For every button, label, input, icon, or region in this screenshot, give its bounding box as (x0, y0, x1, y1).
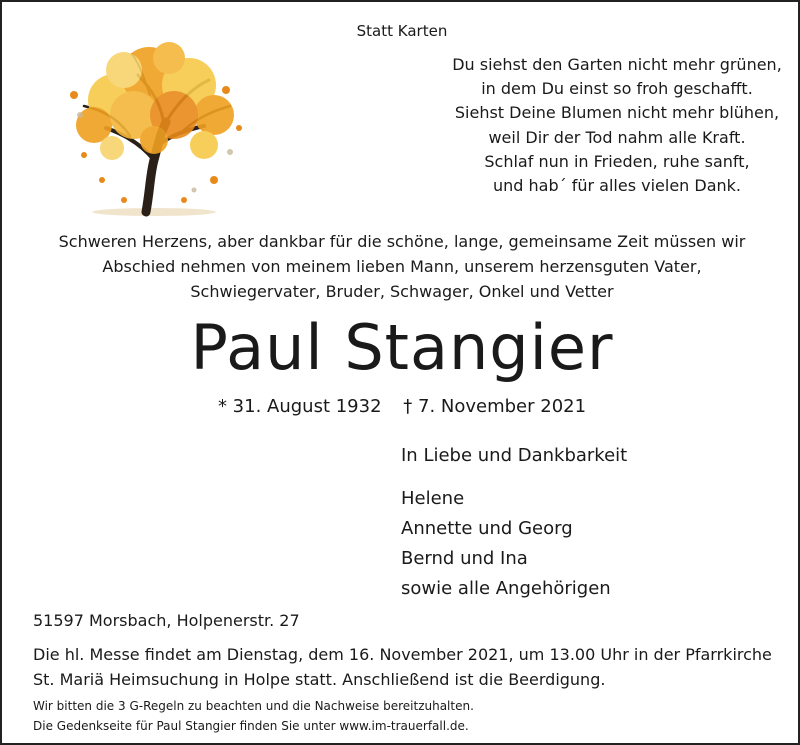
note-line: Wir bitten die 3 G-Regeln zu beachten und die Nachweise bereitzuhalten. (33, 699, 474, 713)
poem-line: und hab´ für alles vielen Dank. (493, 176, 741, 196)
mourner-name: sowie alle Angehörigen (401, 578, 611, 599)
intro-line: Abschied nehmen von meinem lieben Mann, unserem herzensguten Vater, (102, 257, 702, 276)
poem-line: Schlaf nun in Frieden, ruhe sanft, (484, 151, 750, 171)
poem-line: in dem Du einst so froh geschafft. (481, 79, 753, 99)
address: 51597 Morsbach, Holpenerstr. 27 (33, 611, 300, 630)
death-date: † 7. November 2021 (403, 396, 587, 417)
intro-text (2, 229, 800, 304)
mourner-name: Bernd und Ina (401, 548, 528, 569)
autumn-tree-image (54, 40, 246, 218)
poem-line: weil Dir der Tod nahm alle Kraft. (488, 127, 746, 147)
mourners-heading: In Liebe und Dankbarkeit (401, 445, 628, 466)
mourners-list (401, 484, 611, 604)
intro-line: Schweren Herzens, aber dankbar für die schöne, lange, gemeinsame Zeit müssen wir (58, 232, 746, 251)
statt-karten-label: Statt Karten (356, 22, 448, 40)
memorial-poem (442, 53, 792, 198)
service-line: St. Mariä Heimsuchung in Holpe statt. Anschließend ist die Beerdigung. (33, 670, 606, 689)
life-dates (2, 396, 800, 417)
intro-line: Schwiegervater, Bruder, Schwager, Onkel und Vetter (190, 282, 614, 301)
poem-line: Du siehst den Garten nicht mehr grünen, (452, 55, 782, 74)
poem-line: Siehst Deine Blumen nicht mehr blühen, (454, 103, 780, 123)
service-line: Die hl. Messe findet am Dienstag, dem 16. November 2021, um 13.00 Uhr in der Pfarrkirche (33, 645, 772, 664)
mourner-name: Helene (401, 488, 465, 509)
deceased-name: Paul Stangier (190, 311, 614, 384)
mourner-name: Annette und Georg (401, 518, 573, 539)
notes (33, 696, 474, 736)
birth-date: * 31. August 1932 (217, 396, 382, 417)
note-line: Die Gedenkseite für Paul Stangier finden Sie unter www.im-trauerfall.de. (33, 719, 469, 733)
service-details (33, 642, 773, 692)
